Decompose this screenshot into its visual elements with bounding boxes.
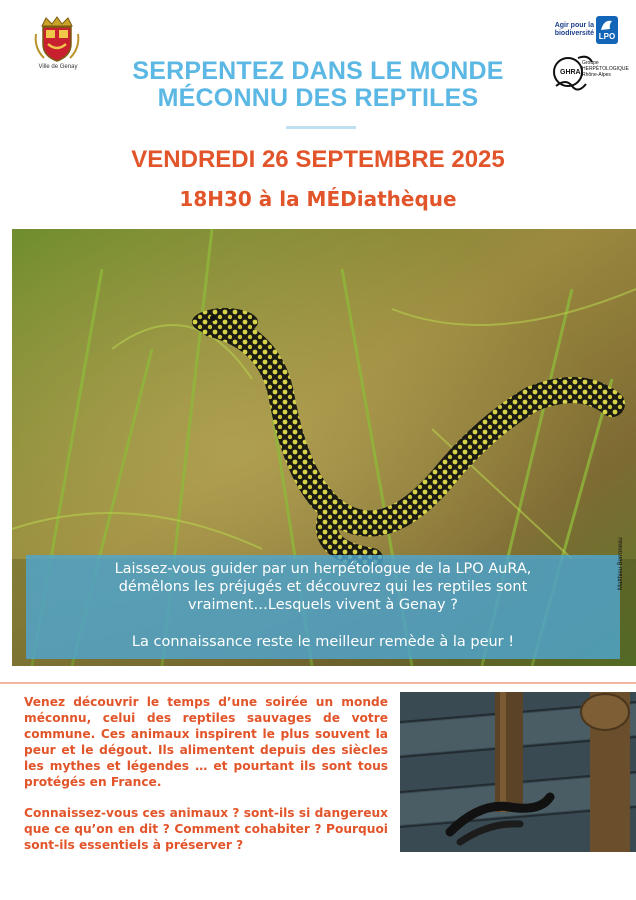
title-divider <box>286 126 356 129</box>
lpo-logo <box>596 16 618 44</box>
overlay-line-4: La connaissance reste le meilleur remède à la peur ! <box>131 634 515 650</box>
lpo-tagline: Agir pour la biodiversité <box>554 22 594 37</box>
overlay-line-1: Laissez-vous guider par un herpétologue de la LPO AuRA, <box>114 561 532 577</box>
ghra-name: GHRA <box>560 69 581 76</box>
description-text <box>24 694 388 868</box>
event-date: VENDREDI 26 SEPTEMBRE 2025 <box>131 146 505 173</box>
section-divider <box>0 682 636 684</box>
overlay-line-3: vraiment…Lesquels vivent à Genay ? <box>188 597 458 613</box>
ghra-description: Groupe HERPÉTOLOGIQUE Rhône-Alpes <box>582 60 629 78</box>
genay-caption: Ville de Genay <box>38 64 78 70</box>
event-time-place: 18H30 à la MÉDiathèque <box>179 187 457 211</box>
title-line-1: SERPENTEZ DANS LE MONDE <box>132 57 504 85</box>
paragraph-intro: Venez découvrir le temps d’une soirée un monde méconnu, celui des reptiles sauvages de votre commune. Ces animaux inspirent le plus souvent la peur et le dégout. Ils alimentent depuis des siècles les mythes et légendes … et pourtant ils sont tous protégés en France. <box>24 695 388 789</box>
photo-credit: Matthieu Berroneau <box>618 537 624 590</box>
overlay-line-2: démêlons les préjugés et découvrez qui les reptiles sont <box>118 579 528 595</box>
snake-on-deck-photo <box>400 692 636 852</box>
title-line-2: MÉCONNU DES REPTILES <box>157 84 479 112</box>
intro-overlay <box>26 555 620 659</box>
paragraph-questions: Connaissez-vous ces animaux ? sont-ils si dangereux que ce qu’on en dit ? Comment cohabiter ? Pourquoi sont-ils essentiels à préserver ? <box>24 806 388 852</box>
lpo-badge-label: LPO <box>598 32 616 41</box>
